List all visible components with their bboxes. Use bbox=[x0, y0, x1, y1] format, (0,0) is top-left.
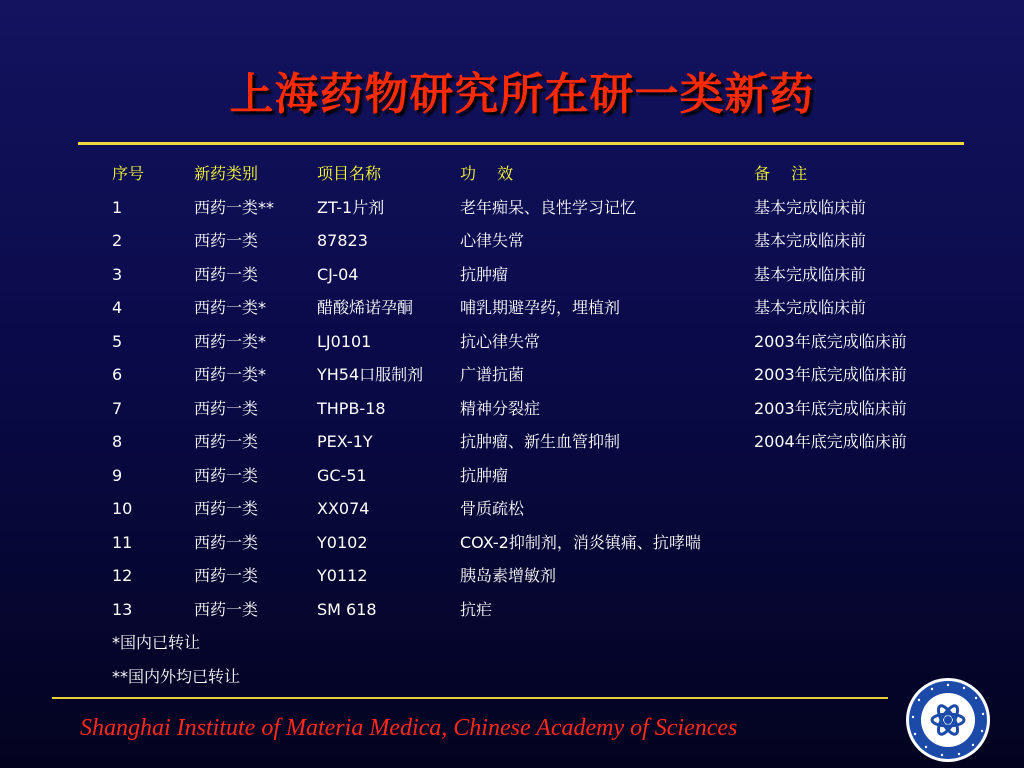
header-effect: 功 效 bbox=[460, 164, 514, 183]
cell-name: 87823 bbox=[317, 231, 368, 250]
cell-remark: 2004年底完成临床前 bbox=[754, 432, 907, 451]
cell-category: 西药一类 bbox=[194, 465, 259, 485]
header-name: 项目名称 bbox=[317, 164, 382, 183]
cell-remark: 基本完成临床前 bbox=[754, 231, 867, 250]
cell-category: 西药一类* bbox=[194, 365, 267, 384]
table-row bbox=[112, 495, 992, 529]
table-row bbox=[112, 194, 992, 228]
table-body bbox=[112, 194, 992, 630]
cell-name: CJ-04 bbox=[317, 264, 359, 284]
table-row bbox=[112, 294, 992, 328]
cell-effect: 广谱抗菌 bbox=[460, 365, 525, 384]
cell-name: THPB-18 bbox=[317, 398, 386, 418]
cell-effect: 抗肿瘤 bbox=[460, 465, 509, 485]
title-divider bbox=[78, 142, 964, 145]
table-row bbox=[112, 462, 992, 496]
table-row bbox=[112, 428, 992, 462]
cell-category: 西药一类 bbox=[194, 599, 259, 619]
cell-effect: 心律失常 bbox=[460, 231, 525, 250]
cell-category: 西药一类 bbox=[194, 532, 259, 552]
cell-name: Y0112 bbox=[317, 566, 368, 585]
cas-logo bbox=[904, 676, 992, 764]
cell-remark: 基本完成临床前 bbox=[754, 264, 867, 284]
header-category: 新药类别 bbox=[194, 164, 259, 183]
cell-no: 7 bbox=[112, 398, 123, 418]
cell-effect: COX-2抑制剂，消炎镇痛、抗哮喘 bbox=[460, 532, 701, 552]
slide-title: 上海药物研究所在研一类新药 bbox=[229, 69, 815, 120]
table-row bbox=[112, 261, 992, 295]
cell-effect: 胰岛素增敏剂 bbox=[460, 566, 557, 585]
cell-category: 西药一类 bbox=[194, 432, 259, 451]
cell-remark: 2003年底完成临床前 bbox=[754, 365, 907, 384]
cell-no: 3 bbox=[112, 264, 123, 284]
cell-effect: 哺乳期避孕药，埋植剂 bbox=[460, 298, 621, 317]
cell-name: Y0102 bbox=[317, 532, 368, 552]
cell-no: 6 bbox=[112, 365, 123, 384]
cell-effect: 老年痴呆、良性学习记忆 bbox=[460, 197, 637, 217]
cell-no: 11 bbox=[112, 532, 133, 552]
note-domestic-transfer: *国内已转让 bbox=[112, 633, 201, 652]
institute-footer: Shanghai Institute of Materia Medica, Chinese Academy of Sciences bbox=[80, 715, 738, 741]
cell-no: 5 bbox=[112, 331, 123, 351]
drug-table bbox=[112, 160, 992, 696]
table-row bbox=[112, 395, 992, 429]
cell-effect: 抗心律失常 bbox=[460, 331, 541, 351]
cell-remark: 2003年底完成临床前 bbox=[754, 398, 907, 418]
cell-category: 西药一类 bbox=[194, 499, 259, 518]
cell-name: SM 618 bbox=[317, 599, 377, 619]
footer-divider bbox=[52, 697, 888, 699]
cell-category: 西药一类 bbox=[194, 398, 259, 418]
cell-no: 9 bbox=[112, 465, 123, 485]
cell-no: 13 bbox=[112, 599, 133, 619]
table-row bbox=[112, 596, 992, 630]
table-row bbox=[112, 361, 992, 395]
cell-remark: 基本完成临床前 bbox=[754, 197, 867, 217]
cell-name: YH54口服制剂 bbox=[317, 365, 424, 384]
cell-category: 西药一类* bbox=[194, 298, 267, 317]
table-row bbox=[112, 328, 992, 362]
note-global-transfer: **国内外均已转让 bbox=[112, 666, 241, 686]
cell-name: 醋酸烯诺孕酮 bbox=[317, 298, 414, 317]
cell-effect: 抗肿瘤、新生血管抑制 bbox=[460, 432, 621, 451]
cell-name: ZT-1片剂 bbox=[317, 197, 385, 217]
cell-effect: 骨质疏松 bbox=[460, 499, 525, 518]
cell-no: 1 bbox=[112, 197, 123, 217]
cell-effect: 抗疟 bbox=[460, 599, 493, 619]
cell-name: XX074 bbox=[317, 499, 370, 518]
table-header-row bbox=[112, 160, 992, 194]
header-remark: 备 注 bbox=[754, 164, 808, 183]
cell-name: GC-51 bbox=[317, 465, 367, 485]
cell-category: 西药一类 bbox=[194, 264, 259, 284]
cell-no: 12 bbox=[112, 566, 133, 585]
cell-no: 8 bbox=[112, 432, 123, 451]
cell-name: LJ0101 bbox=[317, 331, 372, 351]
cell-name: PEX-1Y bbox=[317, 432, 373, 451]
cell-remark: 基本完成临床前 bbox=[754, 298, 867, 317]
table-row bbox=[112, 227, 992, 261]
cell-no: 4 bbox=[112, 298, 123, 317]
cell-no: 10 bbox=[112, 499, 133, 518]
cell-category: 西药一类** bbox=[194, 197, 275, 217]
header-no: 序号 bbox=[112, 164, 145, 183]
table-row bbox=[112, 529, 992, 563]
cell-category: 西药一类* bbox=[194, 331, 267, 351]
cell-effect: 精神分裂症 bbox=[460, 398, 541, 418]
cell-remark: 2003年底完成临床前 bbox=[754, 331, 907, 351]
cell-category: 西药一类 bbox=[194, 566, 259, 585]
cell-effect: 抗肿瘤 bbox=[460, 264, 509, 284]
cell-no: 2 bbox=[112, 231, 123, 250]
table-row bbox=[112, 562, 992, 596]
cell-category: 西药一类 bbox=[194, 231, 259, 250]
